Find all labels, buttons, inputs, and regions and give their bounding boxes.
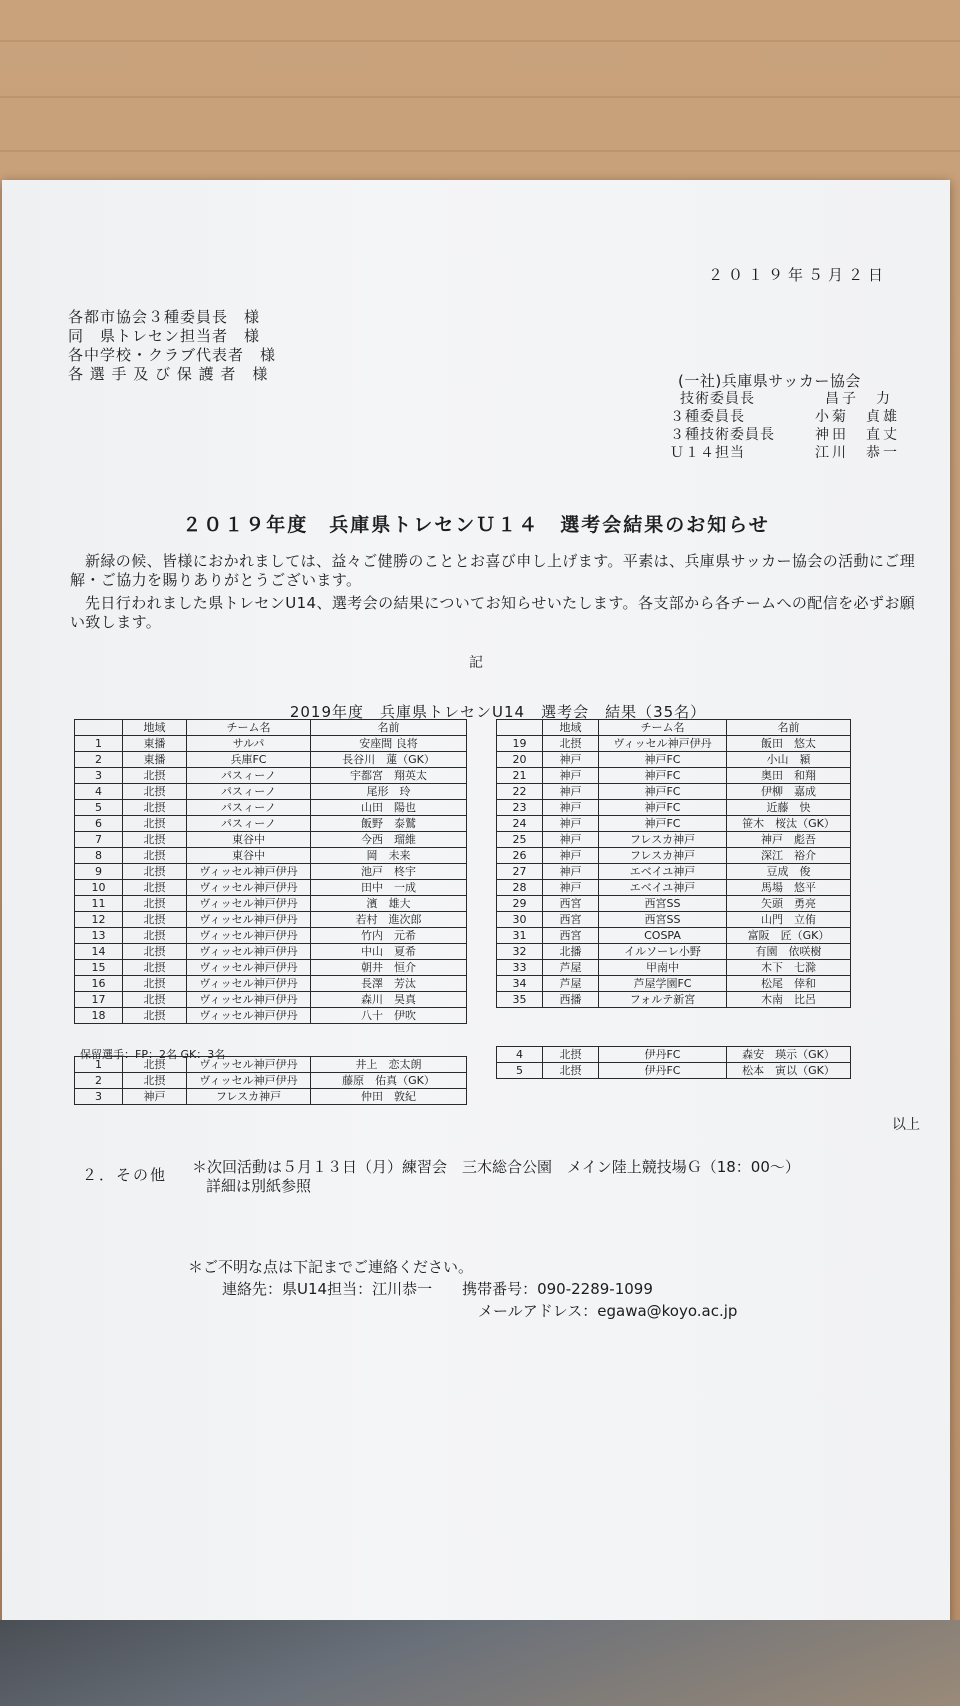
cell-name: 尾形 玲 [311, 784, 467, 800]
cell-team: ヴィッセル神戸伊丹 [187, 992, 311, 1008]
table-row [497, 1047, 851, 1063]
cell-no: 27 [497, 864, 543, 880]
cell-team: 西宮SS [599, 912, 727, 928]
staff-name: 小菊 貞雄 [815, 409, 900, 425]
details-note: 詳細は別紙参照 [206, 1177, 312, 1195]
cell-no: 5 [497, 1063, 543, 1079]
cell-team: 神戸FC [599, 752, 727, 768]
cell-area: 東播 [123, 752, 187, 768]
cell-name: 豆成 俊 [727, 864, 851, 880]
cell-no: 34 [497, 976, 543, 992]
cell-team: 神戸FC [599, 800, 727, 816]
cell-area: 北摂 [123, 896, 187, 912]
cell-team: 東谷中 [187, 848, 311, 864]
cell-team: ヴィッセル神戸伊丹 [187, 976, 311, 992]
cell-area: 北摂 [123, 976, 187, 992]
table-row [75, 1073, 467, 1089]
table-row [497, 880, 851, 896]
cell-name: 飯田 悠太 [727, 736, 851, 752]
cell-area: 北摂 [543, 736, 599, 752]
staff-role: ３種委員長 [670, 409, 745, 425]
cell-no: 26 [497, 848, 543, 864]
cell-team: ヴィッセル神戸伊丹 [187, 944, 311, 960]
staff-name: 神田 直丈 [815, 427, 900, 443]
cell-team: パスィーノ [187, 800, 311, 816]
cell-team: 東谷中 [187, 832, 311, 848]
cell-area: 神戸 [543, 864, 599, 880]
staff-role: Ｕ１４担当 [670, 445, 745, 461]
cell-team: フレスカ神戸 [187, 1089, 311, 1105]
cell-no: 23 [497, 800, 543, 816]
cell-no: 32 [497, 944, 543, 960]
reserve-table-right [496, 1046, 851, 1079]
cell-area: 北摂 [123, 768, 187, 784]
addressee-line: 同 県トレセン担当者 様 [68, 327, 261, 345]
table-row [75, 800, 467, 816]
cell-name: 馬場 悠平 [727, 880, 851, 896]
cell-no: 28 [497, 880, 543, 896]
header-team: チーム名 [599, 720, 727, 736]
cell-team: フォルテ新宮 [599, 992, 727, 1008]
table-row [497, 752, 851, 768]
cell-name: 深江 裕介 [727, 848, 851, 864]
cell-name: 松尾 倖和 [727, 976, 851, 992]
cell-no: 10 [75, 880, 123, 896]
cell-team: ヴィッセル神戸伊丹 [187, 960, 311, 976]
cell-no: 4 [497, 1047, 543, 1063]
cell-name: 近藤 快 [727, 800, 851, 816]
sender-staff [670, 390, 925, 462]
cell-no: 1 [75, 736, 123, 752]
cell-area: 北摂 [123, 944, 187, 960]
cell-team: 神戸FC [599, 816, 727, 832]
cell-team: ヴィッセル神戸伊丹 [187, 1057, 311, 1073]
cell-team: パスィーノ [187, 768, 311, 784]
cell-area: 神戸 [123, 1089, 187, 1105]
cell-team: ヴィッセル神戸伊丹 [187, 912, 311, 928]
table-row [497, 1063, 851, 1079]
cell-no: 2 [75, 752, 123, 768]
staff-name: 昌子 力 [825, 391, 893, 407]
cell-no: 7 [75, 832, 123, 848]
right-rows [497, 736, 851, 1008]
cell-name: 仲田 敦紀 [311, 1089, 467, 1105]
cell-team: COSPA [599, 928, 727, 944]
cell-team: サルパ [187, 736, 311, 752]
cell-area: 北摂 [123, 880, 187, 896]
table-row [75, 928, 467, 944]
cell-team: 神戸FC [599, 784, 727, 800]
reserve-table-left [74, 1056, 467, 1105]
cell-name: 長谷川 蓮（GK） [311, 752, 467, 768]
cell-team: フレスカ神戸 [599, 832, 727, 848]
table-row [497, 784, 851, 800]
cell-no: 17 [75, 992, 123, 1008]
cell-team: 西宮SS [599, 896, 727, 912]
cell-name: 藤原 佑真（GK） [311, 1073, 467, 1089]
document-title: ２０１９年度 兵庫県トレセンＵ１４ 選考会結果のお知らせ [182, 514, 770, 536]
results-table-title: 2019年度 兵庫県トレセンU14 選考会 結果（35名） [289, 703, 707, 721]
table-row [497, 896, 851, 912]
desk-edge [0, 1620, 960, 1706]
table-row [75, 816, 467, 832]
cell-name: 矢頭 勇亮 [727, 896, 851, 912]
cell-no: 20 [497, 752, 543, 768]
cell-area: 西宮 [543, 912, 599, 928]
cell-area: 北摂 [123, 816, 187, 832]
cell-name: 森安 瑛示（GK） [727, 1047, 851, 1063]
table-row [497, 960, 851, 976]
cell-no: 35 [497, 992, 543, 1008]
cell-name: 長澤 芳汰 [311, 976, 467, 992]
cell-team: エベイユ神戸 [599, 880, 727, 896]
cell-name: 竹内 元希 [311, 928, 467, 944]
cell-area: 芦屋 [543, 976, 599, 992]
cell-area: 神戸 [543, 752, 599, 768]
cell-team: 神戸FC [599, 768, 727, 784]
cell-area: 北摂 [123, 800, 187, 816]
cell-no: 11 [75, 896, 123, 912]
left-rows [75, 736, 467, 1024]
table-row [497, 976, 851, 992]
cell-area: 北摂 [123, 928, 187, 944]
table-row [75, 736, 467, 752]
cell-no: 22 [497, 784, 543, 800]
cell-area: 北摂 [543, 1047, 599, 1063]
cell-name: 今西 瑠維 [311, 832, 467, 848]
cell-no: 25 [497, 832, 543, 848]
table-row [497, 928, 851, 944]
cell-name: 朝井 恒介 [311, 960, 467, 976]
cell-name: 若村 進次郎 [311, 912, 467, 928]
ki-marker: 記 [469, 655, 483, 671]
table-row [75, 768, 467, 784]
closing-ijou: 以上 [892, 1117, 920, 1133]
table-row [75, 832, 467, 848]
sender-org: (一社)兵庫県サッカー協会 [678, 372, 861, 390]
cell-name: 松本 寅以（GK） [727, 1063, 851, 1079]
reserve-right-rows [497, 1047, 851, 1079]
cell-area: 芦屋 [543, 960, 599, 976]
document-date: ２０１９年５月２日 [707, 266, 888, 284]
cell-name: 安座間 良将 [311, 736, 467, 752]
table-row [497, 912, 851, 928]
table-row [75, 944, 467, 960]
cell-team: イルソーレ小野 [599, 944, 727, 960]
cell-area: 北摂 [123, 864, 187, 880]
contact-phone: 連絡先：県U14担当：江川恭一 携帯番号：090-2289-1099 [222, 1280, 653, 1298]
cell-area: 神戸 [543, 848, 599, 864]
cell-team: ヴィッセル神戸伊丹 [187, 1008, 311, 1024]
cell-name: 飯野 泰鷲 [311, 816, 467, 832]
cell-name: 山門 立侑 [727, 912, 851, 928]
contact-intro: ＊ご不明な点は下記までご連絡ください。 [188, 1258, 474, 1276]
addressee-line: 各 選 手 及 び 保 護 者 様 [68, 365, 269, 383]
table-row [75, 880, 467, 896]
table-row [497, 768, 851, 784]
addressee-line: 各都市協会３種委員長 様 [68, 308, 261, 326]
table-row [75, 912, 467, 928]
cell-name: 宇都宮 翔英太 [311, 768, 467, 784]
cell-name: 八十 伊吹 [311, 1008, 467, 1024]
cell-no: 24 [497, 816, 543, 832]
cell-team: ヴィッセル神戸伊丹 [187, 1073, 311, 1089]
cell-name: 奥田 和翔 [727, 768, 851, 784]
cell-team: 甲南中 [599, 960, 727, 976]
cell-no: 33 [497, 960, 543, 976]
cell-no: 1 [75, 1057, 123, 1073]
cell-team: パスィーノ [187, 784, 311, 800]
table-row [75, 896, 467, 912]
cell-name: 木南 比呂 [727, 992, 851, 1008]
cell-area: 北摂 [123, 1073, 187, 1089]
table-row [497, 816, 851, 832]
cell-name: 小山 潁 [727, 752, 851, 768]
cell-area: 西宮 [543, 928, 599, 944]
cell-team: 伊丹FC [599, 1063, 727, 1079]
cell-no: 5 [75, 800, 123, 816]
table-row [75, 1089, 467, 1105]
cell-area: 北摂 [123, 784, 187, 800]
cell-area: 東播 [123, 736, 187, 752]
cell-name: 森川 昊真 [311, 992, 467, 1008]
cell-area: 北播 [543, 944, 599, 960]
cell-area: 北摂 [123, 992, 187, 1008]
cell-no: 15 [75, 960, 123, 976]
cell-no: 16 [75, 976, 123, 992]
cell-name: 中山 夏希 [311, 944, 467, 960]
cell-team: 兵庫FC [187, 752, 311, 768]
cell-team: パスィーノ [187, 816, 311, 832]
table-row [497, 800, 851, 816]
table-row [497, 864, 851, 880]
results-table-left [74, 719, 467, 1024]
table-row [497, 944, 851, 960]
cell-area: 北摂 [123, 832, 187, 848]
contact-block [188, 1256, 737, 1322]
cell-no: 12 [75, 912, 123, 928]
cell-team: ヴィッセル神戸伊丹 [599, 736, 727, 752]
cell-area: 北摂 [123, 912, 187, 928]
cell-area: 北摂 [123, 1057, 187, 1073]
header-area: 地域 [543, 720, 599, 736]
cell-area: 北摂 [123, 1008, 187, 1024]
cell-area: 神戸 [543, 784, 599, 800]
cell-team: エベイユ神戸 [599, 864, 727, 880]
table-row [75, 752, 467, 768]
cell-name: 富阪 匠（GK） [727, 928, 851, 944]
cell-no: 9 [75, 864, 123, 880]
table-row [497, 736, 851, 752]
table-row [75, 864, 467, 880]
table-row [75, 976, 467, 992]
cell-no: 3 [75, 1089, 123, 1105]
cell-no: 8 [75, 848, 123, 864]
table-row [75, 848, 467, 864]
cell-area: 神戸 [543, 832, 599, 848]
cell-area: 北摂 [123, 960, 187, 976]
table-row [75, 992, 467, 1008]
cell-no: 4 [75, 784, 123, 800]
staff-role: ３種技術委員長 [670, 427, 775, 443]
notice-paragraph: 先日行われました県トレセンU14、選考会の結果についてお知らせいたします。各支部から各チームへの配信を必ずお願い致します。 [70, 594, 916, 631]
cell-name: 山田 陽也 [311, 800, 467, 816]
cell-no: 31 [497, 928, 543, 944]
cell-no: 2 [75, 1073, 123, 1089]
header-name: 名前 [311, 720, 467, 736]
table-row [75, 1008, 467, 1024]
results-table-right [496, 719, 851, 1008]
addressee-line: 各中学校・クラブ代表者 様 [68, 346, 277, 364]
document-page [2, 180, 950, 1680]
table-row [497, 848, 851, 864]
table-row [75, 784, 467, 800]
cell-name: 木下 七滁 [727, 960, 851, 976]
cell-name: 伊柳 嘉成 [727, 784, 851, 800]
table-row [497, 832, 851, 848]
cell-area: 神戸 [543, 880, 599, 896]
header-name: 名前 [727, 720, 851, 736]
cell-team: ヴィッセル神戸伊丹 [187, 864, 311, 880]
staff-role: 技術委員長 [680, 391, 755, 407]
cell-area: 北摂 [123, 848, 187, 864]
cell-name: 濱 雄大 [311, 896, 467, 912]
cell-name: 神戸 彪吾 [727, 832, 851, 848]
next-activity: ＊次回活動は５月１３日（月）練習会 三木総合公園 メイン陸上競技場Ｇ（18：00～） [192, 1158, 800, 1176]
cell-area: 神戸 [543, 800, 599, 816]
table-row [75, 960, 467, 976]
cell-no: 29 [497, 896, 543, 912]
addressee-list [68, 308, 276, 384]
cell-area: 西播 [543, 992, 599, 1008]
contact-email: メールアドレス：egawa@koyo.ac.jp [478, 1302, 738, 1320]
cell-team: ヴィッセル神戸伊丹 [187, 896, 311, 912]
header-team: チーム名 [187, 720, 311, 736]
reserve-title: 保留選手：FP：2名 GK：3名 [80, 1048, 226, 1061]
cell-team: ヴィッセル神戸伊丹 [187, 880, 311, 896]
cell-team: 伊丹FC [599, 1047, 727, 1063]
cell-team: ヴィッセル神戸伊丹 [187, 928, 311, 944]
cell-no: 14 [75, 944, 123, 960]
cell-no: 18 [75, 1008, 123, 1024]
cell-team: フレスカ神戸 [599, 848, 727, 864]
cell-area: 神戸 [543, 768, 599, 784]
header-area: 地域 [123, 720, 187, 736]
other-label: ２．その他 [82, 1166, 168, 1184]
table-row [75, 1057, 467, 1073]
cell-name: 田中 一成 [311, 880, 467, 896]
cell-no: 13 [75, 928, 123, 944]
table-row [497, 992, 851, 1008]
cell-name: 有園 依咲樹 [727, 944, 851, 960]
cell-name: 井上 恋太朗 [311, 1057, 467, 1073]
cell-name: 池戸 柊宇 [311, 864, 467, 880]
reserve-left-rows [75, 1057, 467, 1105]
cell-no: 21 [497, 768, 543, 784]
table-header-row [497, 720, 851, 736]
cell-name: 笹木 桜汰（GK） [727, 816, 851, 832]
cell-team: 芦屋学園FC [599, 976, 727, 992]
cell-area: 神戸 [543, 816, 599, 832]
greeting-paragraph: 新緑の候、皆様におかれましては、益々ご健勝のこととお喜び申し上げます。平素は、兵庫県サッカー協会の活動にご理解・ご協力を賜りありがとうございます。 [70, 552, 916, 589]
cell-area: 北摂 [543, 1063, 599, 1079]
cell-no: 6 [75, 816, 123, 832]
cell-name: 岡 未来 [311, 848, 467, 864]
cell-area: 西宮 [543, 896, 599, 912]
cell-no: 3 [75, 768, 123, 784]
cell-no: 30 [497, 912, 543, 928]
cell-no: 19 [497, 736, 543, 752]
table-header-row [75, 720, 467, 736]
staff-name: 江川 恭一 [815, 445, 900, 461]
